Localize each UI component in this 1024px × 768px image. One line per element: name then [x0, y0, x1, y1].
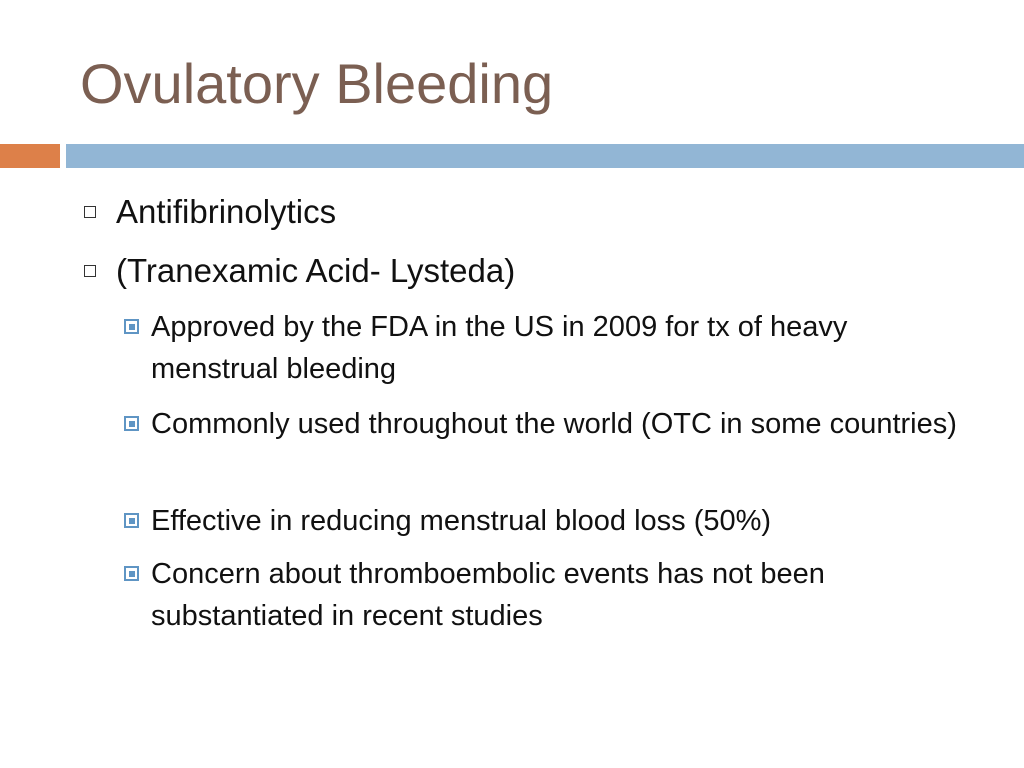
sub-bullet-text: Effective in reducing menstrual blood loss (50%) [151, 505, 772, 537]
filled-square-bullet-icon [124, 513, 139, 528]
bullet-text: (Tranexamic Acid- Lysteda) [116, 252, 516, 289]
filled-square-bullet-icon [124, 319, 139, 334]
slide-title: Ovulatory Bleeding [80, 52, 554, 115]
sub-bullet-item [124, 403, 964, 445]
filled-square-bullet-icon [124, 416, 139, 431]
accent-bar-blue [66, 144, 1024, 168]
sub-bullet-item [124, 306, 964, 390]
sub-bullet-item [124, 553, 964, 637]
sub-bullet-text: Approved by the FDA in the US in 2009 for tx of heavy menstrual bleeding [151, 311, 848, 385]
filled-square-bullet-icon [124, 566, 139, 581]
hollow-square-bullet-icon [84, 206, 96, 218]
sub-bullet-text: Concern about thromboembolic events has not been substantiated in recent studies [151, 558, 825, 632]
bullet-text: Antifibrinolytics [116, 193, 337, 230]
hollow-square-bullet-icon [84, 265, 96, 277]
accent-bar-orange [0, 144, 60, 168]
sub-bullet-item [124, 500, 964, 542]
sub-bullet-text: Commonly used throughout the world (OTC in some countries) [151, 408, 957, 440]
